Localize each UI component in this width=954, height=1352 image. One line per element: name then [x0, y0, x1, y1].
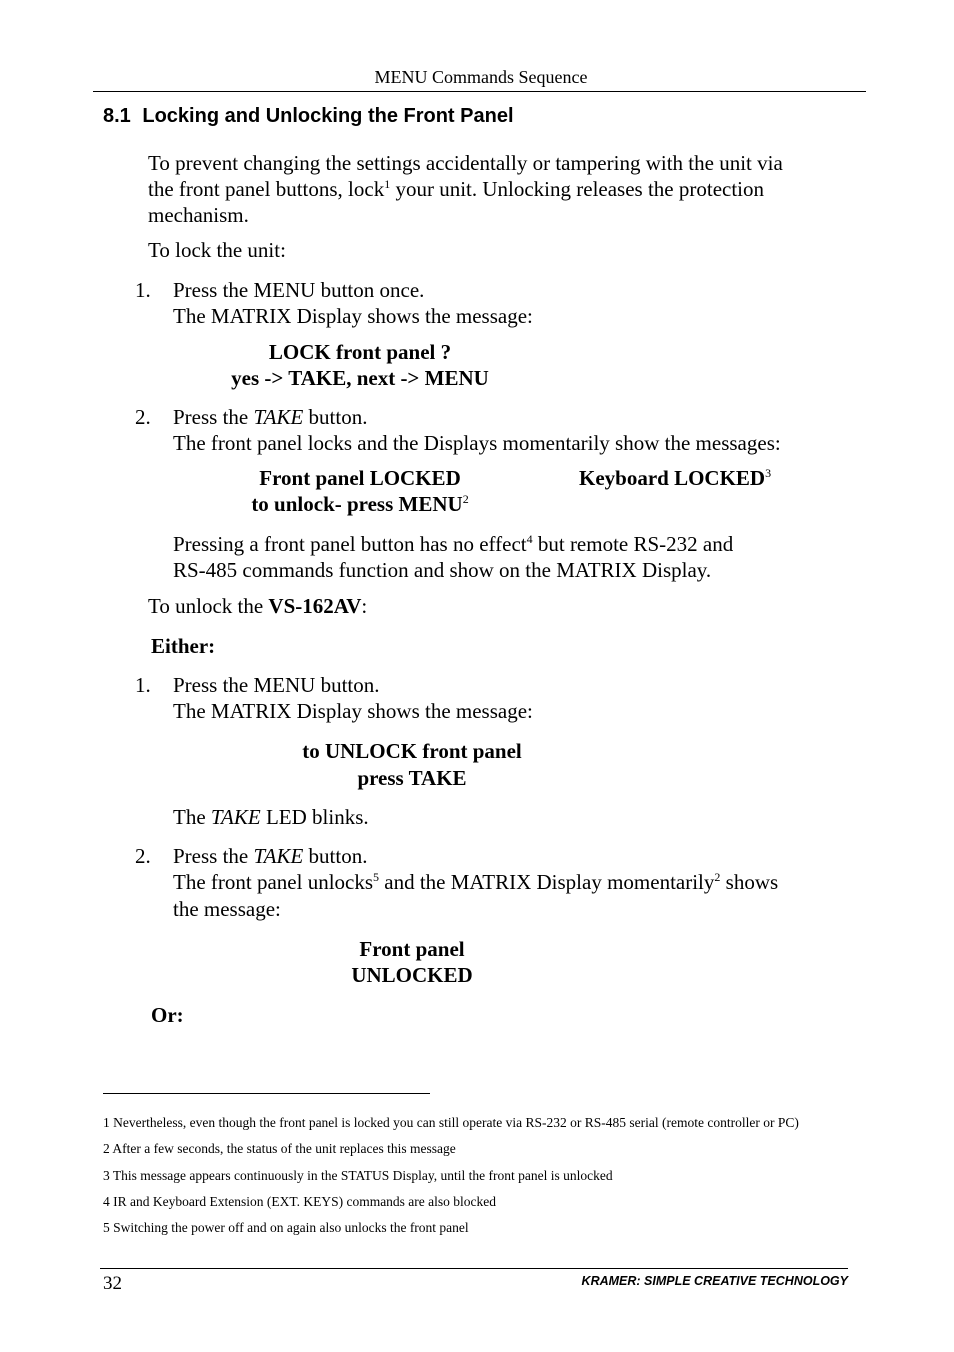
unlock-step-2-number — [135, 843, 151, 869]
lock-step-1-line-1 — [173, 277, 424, 303]
note-text: but remote RS-232 and — [532, 532, 734, 556]
footnote-text: 2 After a few seconds, the status of the unit replaces this message — [103, 1141, 456, 1156]
list-number: 2. — [135, 405, 151, 429]
footnote-separator — [103, 1093, 430, 1094]
display-message: to UNLOCK front panel — [302, 739, 522, 763]
display-message: yes -> TAKE, next -> MENU — [231, 366, 489, 390]
unlock-step-1-line-1 — [173, 672, 380, 698]
intro-text-2b: your unit. Unlocking releases the protection — [390, 177, 765, 201]
note-text: RS-485 commands function and show on the MATRIX Display. — [173, 558, 712, 582]
section-number: 8.1 — [103, 105, 131, 127]
page-number — [103, 1272, 122, 1296]
lock-note-line-2 — [173, 557, 711, 583]
step-text: Press the MENU button. — [173, 673, 380, 697]
take-emphasis: TAKE — [253, 844, 304, 868]
header-rule — [93, 91, 866, 92]
unlock-message-2 — [262, 765, 562, 791]
unlock-lead-text: : — [361, 594, 368, 618]
lock-step-2-line-1 — [173, 404, 367, 430]
footnote-ref-2[interactable]: 2 — [462, 492, 469, 506]
intro-line-3 — [148, 202, 249, 228]
unlock-step-2-line-1 — [173, 843, 367, 869]
either-text: Either: — [151, 634, 216, 658]
model-name: VS-162AV — [268, 594, 362, 618]
page-number-text: 32 — [103, 1273, 122, 1294]
display-message: Front panel — [359, 937, 465, 961]
step-text: Press the — [173, 405, 254, 429]
display-message: to unlock- press MENU — [251, 492, 463, 516]
footnote-text: 4 IR and Keyboard Extension (EXT. KEYS) commands are also blocked — [103, 1194, 497, 1209]
footer-rule — [100, 1268, 848, 1269]
note-text: LED blinks. — [260, 805, 369, 829]
footnote-text: 1 Nevertheless, even though the front panel is locked you can still operate via RS-232 or RS-485 serial (remote controller or PC) — [103, 1115, 799, 1130]
unlock-lead-text: To unlock the — [148, 594, 269, 618]
lock-note-line-1 — [173, 531, 733, 557]
step-text: Press the MENU button once. — [173, 278, 425, 302]
footnote-1 — [103, 1115, 799, 1131]
unlock-step-2-line-2 — [173, 869, 778, 895]
step-text: The front panel unlocks — [173, 870, 374, 894]
brand-text: KRAMER: SIMPLE CREATIVE TECHNOLOGY — [581, 1274, 848, 1288]
take-emphasis: TAKE — [210, 805, 261, 829]
note-text: The — [173, 805, 211, 829]
footnote-3 — [103, 1168, 613, 1184]
step-text: The MATRIX Display shows the message: — [173, 699, 533, 723]
step-text: button. — [303, 844, 368, 868]
display-message: Keyboard LOCKED — [579, 466, 766, 490]
lock-step-1-line-2 — [173, 303, 533, 329]
unlock-step-2-line-3 — [173, 896, 281, 922]
lock-lead — [148, 237, 286, 263]
footnote-ref-1[interactable]: 1 — [384, 177, 391, 191]
step-text: Press the — [173, 844, 254, 868]
lock-message-2 — [160, 365, 560, 391]
section-title: Locking and Unlocking the Front Panel — [142, 105, 514, 127]
lock-step-2-number — [135, 404, 151, 430]
footnote-ref-2[interactable]: 2 — [714, 870, 721, 884]
running-header — [0, 66, 954, 88]
list-number: 1. — [135, 278, 151, 302]
display-message: press TAKE — [357, 766, 467, 790]
unlocked-message-1 — [262, 936, 562, 962]
display-message: Front panel LOCKED — [259, 466, 461, 490]
lock-message-1 — [160, 339, 560, 365]
footnote-2 — [103, 1141, 456, 1157]
lock-step-1-number — [135, 277, 151, 303]
step-text: The MATRIX Display shows the message: — [173, 304, 533, 328]
step-text: The front panel locks and the Displays momentarily show the messages: — [173, 431, 781, 455]
intro-line-1 — [148, 150, 783, 176]
unlock-step-1-number — [135, 672, 151, 698]
footnote-text: 5 Switching the power off and on again also unlocks the front panel — [103, 1220, 469, 1235]
locked-message-a2 — [200, 491, 520, 517]
list-number: 1. — [135, 673, 151, 697]
step-text: button. — [303, 405, 368, 429]
keyboard-locked-message — [579, 465, 771, 491]
step-text: the message: — [173, 897, 281, 921]
step-text: and the MATRIX Display momentarily — [379, 870, 715, 894]
or-text: Or: — [151, 1003, 184, 1027]
unlock-lead — [148, 593, 367, 619]
unlock-step-1-line-2 — [173, 698, 533, 724]
running-header-title: MENU Commands Sequence — [374, 67, 588, 87]
intro-text-3: mechanism. — [148, 203, 249, 227]
footnote-ref-4[interactable]: 4 — [526, 532, 533, 546]
footnote-ref-3[interactable]: 3 — [765, 466, 772, 480]
footnote-text: 3 This message appears continuously in the STATUS Display, until the front panel is unlocked — [103, 1168, 613, 1183]
intro-text-1: To prevent changing the settings accidentally or tampering with the unit via — [148, 151, 783, 175]
locked-message-a1 — [200, 465, 520, 491]
step-text: shows — [720, 870, 779, 894]
section-heading — [103, 103, 514, 129]
footnote-ref-5[interactable]: 5 — [373, 870, 380, 884]
unlock-message-1 — [262, 738, 562, 764]
display-message: LOCK front panel ? — [268, 340, 452, 364]
either-label — [151, 633, 215, 659]
intro-line-2 — [148, 176, 764, 202]
lock-step-2-line-2 — [173, 430, 781, 456]
lock-lead-text: To lock the unit: — [148, 238, 286, 262]
take-emphasis: TAKE — [253, 405, 304, 429]
footnote-4 — [103, 1194, 496, 1210]
footnote-5 — [103, 1220, 469, 1236]
list-number: 2. — [135, 844, 151, 868]
take-led-note — [173, 804, 369, 830]
display-message: UNLOCKED — [351, 963, 473, 987]
note-text: Pressing a front panel button has no effect — [173, 532, 527, 556]
footer-brand — [582, 1273, 848, 1289]
unlocked-message-2 — [262, 962, 562, 988]
intro-text-2a: the front panel buttons, lock — [148, 177, 385, 201]
or-label — [151, 1002, 184, 1028]
